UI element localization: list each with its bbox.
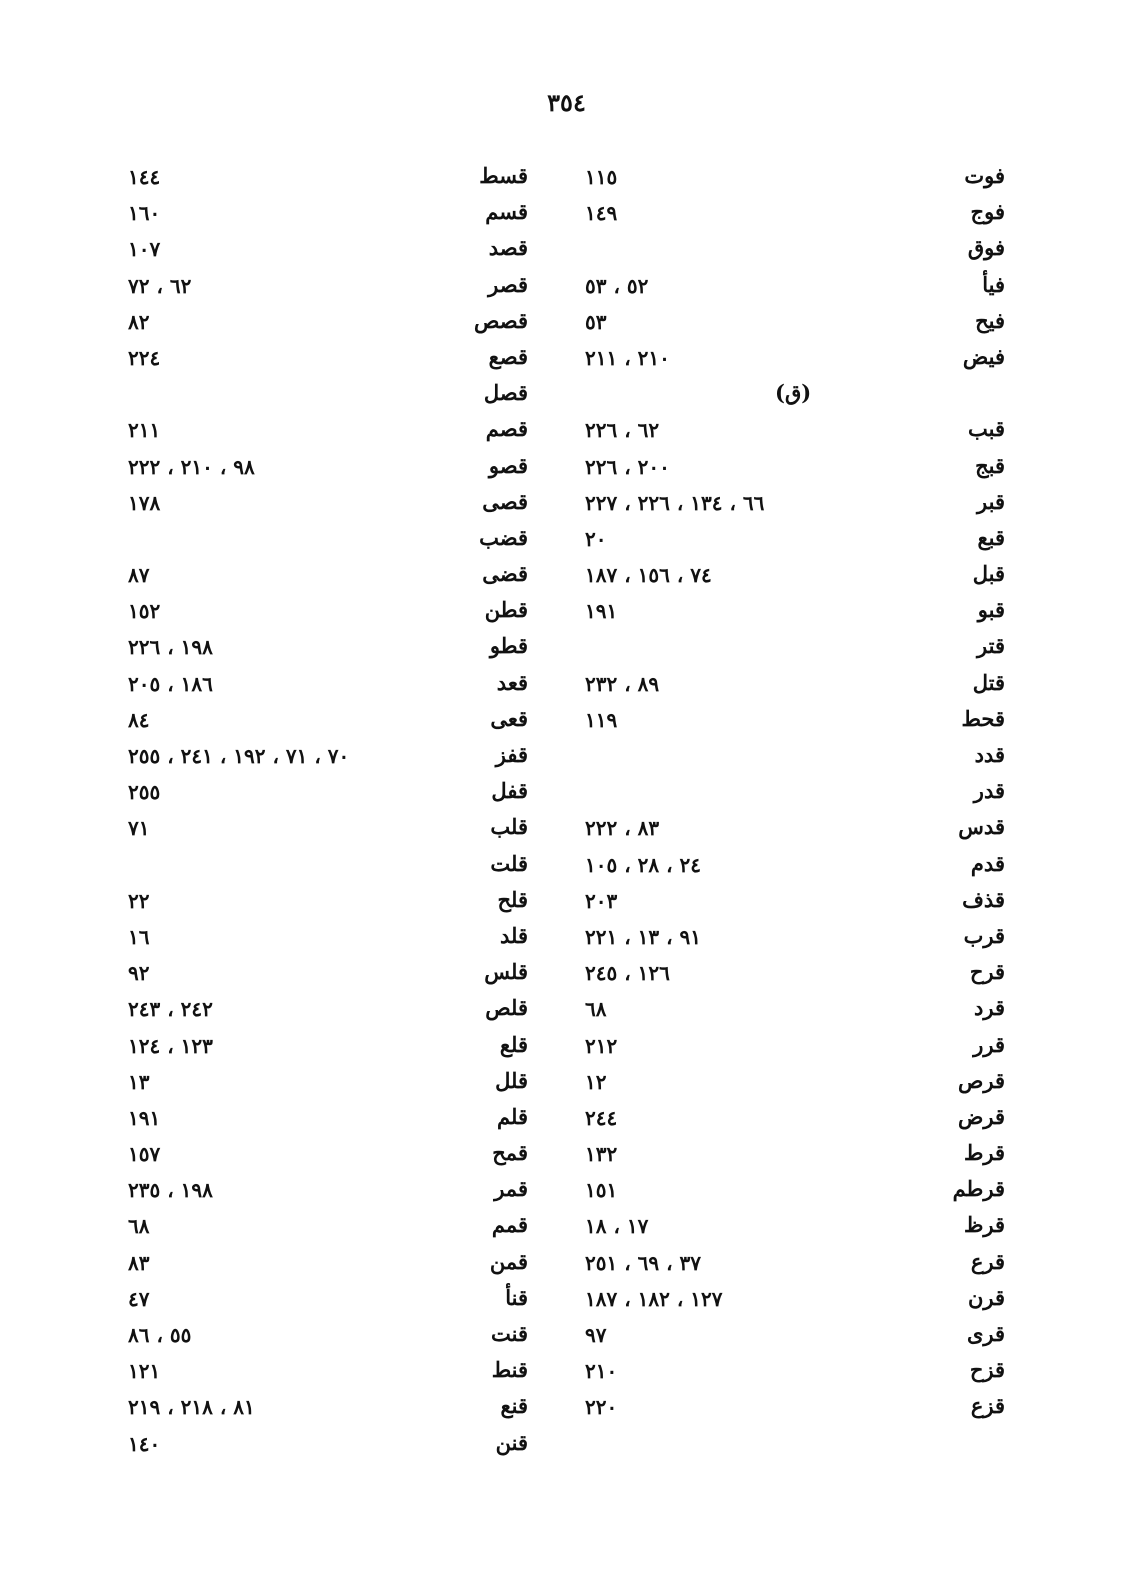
entry-root-word: قلل: [495, 1067, 528, 1093]
entry-root-word: قرظ: [963, 1212, 1005, 1238]
entry-root-word: قعد: [496, 669, 528, 695]
entry-root-word: قرى: [966, 1321, 1005, 1346]
entry-page-refs: ٣٧ ، ٦٩ ، ٢٥١: [585, 1250, 701, 1275]
index-entry: [585, 778, 1005, 814]
entry-page-refs: ٦٦ ، ١٣٤ ، ٢٢٦ ، ٢٢٧: [585, 490, 765, 515]
entry-page-refs: ٥٢ ، ٥٣: [585, 273, 649, 298]
index-entry: [128, 1249, 528, 1285]
index-entry: [128, 1393, 528, 1429]
index-entry: [585, 1032, 1005, 1068]
entry-root-word: قلص: [485, 995, 528, 1021]
index-entry: [128, 1212, 528, 1248]
entry-root-word: قلح: [497, 886, 528, 912]
index-entry: [128, 995, 528, 1031]
entry-page-refs: ٦٨: [128, 1214, 150, 1239]
letter-heading-qaf: (ق): [775, 380, 812, 406]
index-entry: [128, 453, 528, 489]
entry-page-refs: ٢١٠ ، ٢١١: [585, 345, 670, 370]
index-entry: [585, 199, 1005, 235]
index-entry: [585, 308, 1005, 344]
entry-root-word: قصو: [488, 452, 528, 478]
entry-root-word: قبو: [977, 597, 1005, 623]
index-entry: [585, 814, 1005, 850]
entry-page-refs: ٥٣: [585, 309, 607, 334]
index-entry: [585, 995, 1005, 1031]
entry-page-refs: ١٩١: [128, 1105, 161, 1130]
entry-page-refs: ١٢٧ ، ١٨٢ ، ١٨٧: [585, 1286, 723, 1311]
index-entry: [585, 923, 1005, 959]
entry-root-word: قرب: [963, 922, 1005, 948]
index-entry: [585, 525, 1005, 561]
entry-root-word: قمر: [494, 1176, 528, 1202]
index-entry: [585, 163, 1005, 199]
entry-page-refs: ٩١ ، ١٣ ، ٢٢١: [585, 924, 701, 949]
entry-root-word: قفل: [491, 778, 528, 804]
entry-root-word: قصع: [488, 343, 528, 369]
index-entry: [585, 561, 1005, 597]
entry-page-refs: ٢٥٥: [128, 780, 161, 805]
entry-root-word: قرد: [974, 995, 1005, 1021]
entry-page-refs: ١٥٧: [128, 1142, 161, 1167]
index-entry: [585, 1357, 1005, 1393]
entry-root-word: قنط: [491, 1357, 528, 1383]
entry-root-word: فوج: [970, 199, 1005, 225]
index-entry: [585, 1249, 1005, 1285]
entry-root-word: قدد: [974, 742, 1005, 767]
entry-page-refs: ٧١: [128, 816, 150, 841]
entry-root-word: قعى: [490, 705, 528, 731]
entry-root-word: قضب: [479, 524, 528, 550]
entry-page-refs: ٨٩ ، ٢٣٢: [585, 671, 660, 696]
entry-page-refs: ٧٠ ، ٧١ ، ١٩٢ ، ٢٤١ ، ٢٥٥: [128, 744, 350, 768]
entry-root-word: قنأ: [505, 1284, 528, 1310]
index-entry: [128, 923, 528, 959]
entry-root-word: قبل: [972, 561, 1005, 587]
entry-page-refs: ١٩٨ ، ٢٢٦: [128, 635, 213, 660]
index-entry: [585, 851, 1005, 887]
index-entry: [128, 308, 528, 344]
index-entry: [128, 344, 528, 380]
index-entry: [585, 1212, 1005, 1248]
entry-page-refs: ٢٢٠: [585, 1395, 618, 1420]
entry-page-refs: ١٣: [128, 1069, 150, 1094]
entry-page-refs: ٩٨ ، ٢١٠ ، ٢٢٢: [128, 454, 255, 479]
index-entry: [128, 887, 528, 923]
index-entry: [585, 1068, 1005, 1104]
entry-page-refs: ٢٢٤: [128, 345, 161, 370]
index-entry: [585, 597, 1005, 633]
entry-root-word: قلت: [490, 850, 528, 876]
entry-page-refs: ١٦: [128, 924, 150, 949]
index-entry: [585, 633, 1005, 669]
index-entry: [128, 1430, 528, 1466]
entry-page-refs: ٢٢: [128, 888, 150, 913]
index-entry: [128, 633, 528, 669]
entry-page-refs: ٢١٢: [585, 1033, 618, 1058]
entry-root-word: قدر: [973, 778, 1005, 804]
entry-root-word: قصم: [485, 416, 528, 442]
index-entry: [585, 670, 1005, 706]
entry-page-refs: ١٦٠: [128, 201, 161, 226]
index-entry: [128, 814, 528, 850]
entry-page-refs: ١٣٢: [585, 1142, 618, 1167]
entry-root-word: قصى: [482, 488, 528, 514]
entry-page-refs: ١٧٨: [128, 490, 161, 515]
entry-root-word: قنن: [495, 1429, 528, 1455]
entry-page-refs: ٨٣: [128, 1250, 150, 1275]
entry-page-refs: ٢٠٠ ، ٢٢٦: [585, 454, 670, 479]
index-entry: [128, 1285, 528, 1321]
index-entry: [585, 887, 1005, 923]
entry-page-refs: ٦٨: [585, 997, 607, 1022]
entry-page-refs: ٦٢ ، ٧٢: [128, 273, 192, 298]
entry-root-word: قنع: [500, 1393, 528, 1419]
entry-page-refs: ١٧ ، ١٨: [585, 1214, 649, 1239]
index-entry: [585, 235, 1005, 271]
entry-root-word: قطن: [484, 597, 528, 623]
entry-root-word: قزع: [970, 1393, 1005, 1419]
entry-root-word: قمم: [491, 1212, 528, 1238]
entry-root-word: قرض: [957, 1103, 1005, 1129]
entry-page-refs: ١٥١: [585, 1178, 618, 1203]
entry-root-word: قلع: [499, 1031, 528, 1057]
index-column-right: [585, 163, 1005, 1430]
index-entry: [128, 489, 528, 525]
entry-page-refs: ٨٣ ، ٢٢٢: [585, 816, 660, 841]
index-entry: [128, 416, 528, 452]
entry-root-word: قذف: [962, 886, 1005, 912]
entry-page-refs: ١٩٨ ، ٢٣٥: [128, 1178, 213, 1203]
entry-root-word: قرطم: [952, 1176, 1005, 1202]
index-entry: [128, 235, 528, 271]
entry-root-word: قبب: [968, 416, 1005, 442]
index-entry: [128, 561, 528, 597]
entry-page-refs: ١٢٦ ، ٢٤٥: [585, 961, 670, 986]
index-entry: [585, 1176, 1005, 1212]
entry-root-word: قمح: [492, 1140, 528, 1166]
entry-page-refs: ١٢٣ ، ١٢٤: [128, 1033, 213, 1058]
index-entry: [128, 1176, 528, 1212]
entry-root-word: قبج: [975, 452, 1005, 478]
entry-root-word: قدس: [958, 814, 1005, 840]
entry-page-refs: ١٤٠: [128, 1431, 161, 1456]
entry-root-word: فوت: [964, 163, 1005, 188]
entry-root-word: قصل: [483, 380, 528, 406]
index-entry: [585, 1393, 1005, 1429]
entry-page-refs: ٨١ ، ٢١٨ ، ٢١٩: [128, 1395, 255, 1420]
entry-root-word: قسم: [485, 199, 528, 225]
entry-root-word: قزح: [969, 1357, 1005, 1383]
entry-root-word: قفز: [495, 742, 528, 767]
index-entry: [585, 272, 1005, 308]
index-entry: [585, 489, 1005, 525]
index-entry: [128, 1104, 528, 1140]
entry-page-refs: ٢٤٢ ، ٢٤٣: [128, 997, 213, 1022]
index-entry: [128, 1140, 528, 1176]
entry-root-word: قحط: [961, 705, 1005, 731]
entry-root-word: قتر: [977, 633, 1005, 659]
entry-root-word: قلس: [484, 959, 528, 985]
entry-page-refs: ١٤٩: [585, 201, 618, 226]
entry-page-refs: ١٩١: [585, 599, 618, 624]
index-column-left: [128, 163, 528, 1466]
entry-root-word: فوق: [967, 235, 1005, 261]
index-entry: [585, 706, 1005, 742]
index-entry: [585, 1140, 1005, 1176]
entry-root-word: قرن: [967, 1284, 1005, 1310]
letter-heading-row: [585, 380, 1005, 416]
entry-root-word: قرح: [969, 959, 1005, 985]
index-list-q: [585, 416, 1005, 1429]
entry-root-word: قرص: [957, 1067, 1005, 1093]
index-entry: [585, 959, 1005, 995]
entry-root-word: قلم: [497, 1103, 528, 1129]
page-number: ٣٥٤: [547, 88, 586, 117]
entry-page-refs: ٢٠٣: [585, 888, 618, 913]
entry-root-word: قصص: [474, 307, 528, 333]
index-entry: [128, 1321, 528, 1357]
entry-root-word: قدم: [970, 850, 1005, 876]
index-entry: [128, 778, 528, 814]
entry-root-word: قنت: [491, 1321, 528, 1346]
index-entry: [128, 742, 528, 778]
entry-page-refs: ٢٤ ، ٢٨ ، ١٠٥: [585, 852, 701, 877]
entry-root-word: فيض: [962, 343, 1005, 369]
index-entry: [128, 380, 528, 416]
index-entry: [585, 416, 1005, 452]
index-entry: [585, 1321, 1005, 1357]
index-entry: [128, 199, 528, 235]
entry-page-refs: ٢١١: [128, 418, 161, 443]
index-entry: [585, 344, 1005, 380]
entry-page-refs: ١٤٤: [128, 165, 161, 189]
index-entry: [128, 163, 528, 199]
entry-root-word: قصد: [488, 235, 528, 261]
index-list-f: [585, 163, 1005, 380]
entry-page-refs: ٩٢: [128, 961, 150, 986]
index-entry: [585, 453, 1005, 489]
entry-page-refs: ٩٧: [585, 1323, 607, 1347]
entry-root-word: قرط: [963, 1140, 1005, 1166]
entry-page-refs: ٢١٠: [585, 1359, 618, 1384]
index-entry: [585, 1285, 1005, 1321]
entry-root-word: قرع: [970, 1248, 1005, 1274]
index-entry: [128, 525, 528, 561]
entry-page-refs: ٤٧: [128, 1286, 150, 1311]
index-entry: [128, 670, 528, 706]
entry-root-word: قصر: [488, 271, 528, 297]
entry-page-refs: ١٠٧: [128, 237, 161, 262]
entry-root-word: قضى: [482, 561, 528, 587]
entry-page-refs: ٧٤ ، ١٥٦ ، ١٨٧: [585, 563, 712, 588]
entry-page-refs: ٨٢: [128, 309, 150, 334]
entry-page-refs: ٦٢ ، ٢٢٦: [585, 418, 660, 443]
entry-page-refs: ١٨٦ ، ٢٠٥: [128, 671, 213, 696]
entry-root-word: قطو: [489, 633, 528, 659]
entry-root-word: قرر: [973, 1031, 1005, 1057]
entry-root-word: قمن: [489, 1248, 528, 1274]
entry-page-refs: ١٥٢: [128, 599, 161, 624]
entry-page-refs: ٥٥ ، ٨٦: [128, 1323, 192, 1347]
index-list-q-continued: [128, 163, 528, 1466]
entry-page-refs: ١١٩: [585, 707, 618, 732]
index-entry: [585, 1104, 1005, 1140]
index-entry: [128, 851, 528, 887]
entry-page-refs: ١١٥: [585, 165, 618, 189]
entry-root-word: فيح: [975, 307, 1005, 333]
index-entry: [128, 1068, 528, 1104]
entry-root-word: قتل: [972, 669, 1005, 695]
entry-root-word: فيأ: [982, 271, 1005, 297]
entry-page-refs: ٢٠: [585, 526, 607, 551]
entry-page-refs: ٢٤٤: [585, 1105, 618, 1130]
entry-root-word: قبر: [977, 488, 1005, 514]
entry-page-refs: ١٢: [585, 1069, 607, 1094]
entry-root-word: قلد: [499, 922, 528, 948]
index-entry: [585, 742, 1005, 778]
index-entry: [128, 706, 528, 742]
entry-root-word: قسط: [479, 163, 528, 188]
entry-page-refs: ٨٤: [128, 707, 150, 732]
entry-root-word: قبع: [977, 524, 1005, 550]
entry-page-refs: ٨٧: [128, 563, 150, 588]
index-entry: [128, 1357, 528, 1393]
entry-root-word: قلب: [490, 814, 528, 840]
index-entry: [128, 597, 528, 633]
entry-page-refs: ١٢١: [128, 1359, 161, 1384]
index-entry: [128, 1032, 528, 1068]
index-entry: [128, 272, 528, 308]
index-entry: [128, 959, 528, 995]
